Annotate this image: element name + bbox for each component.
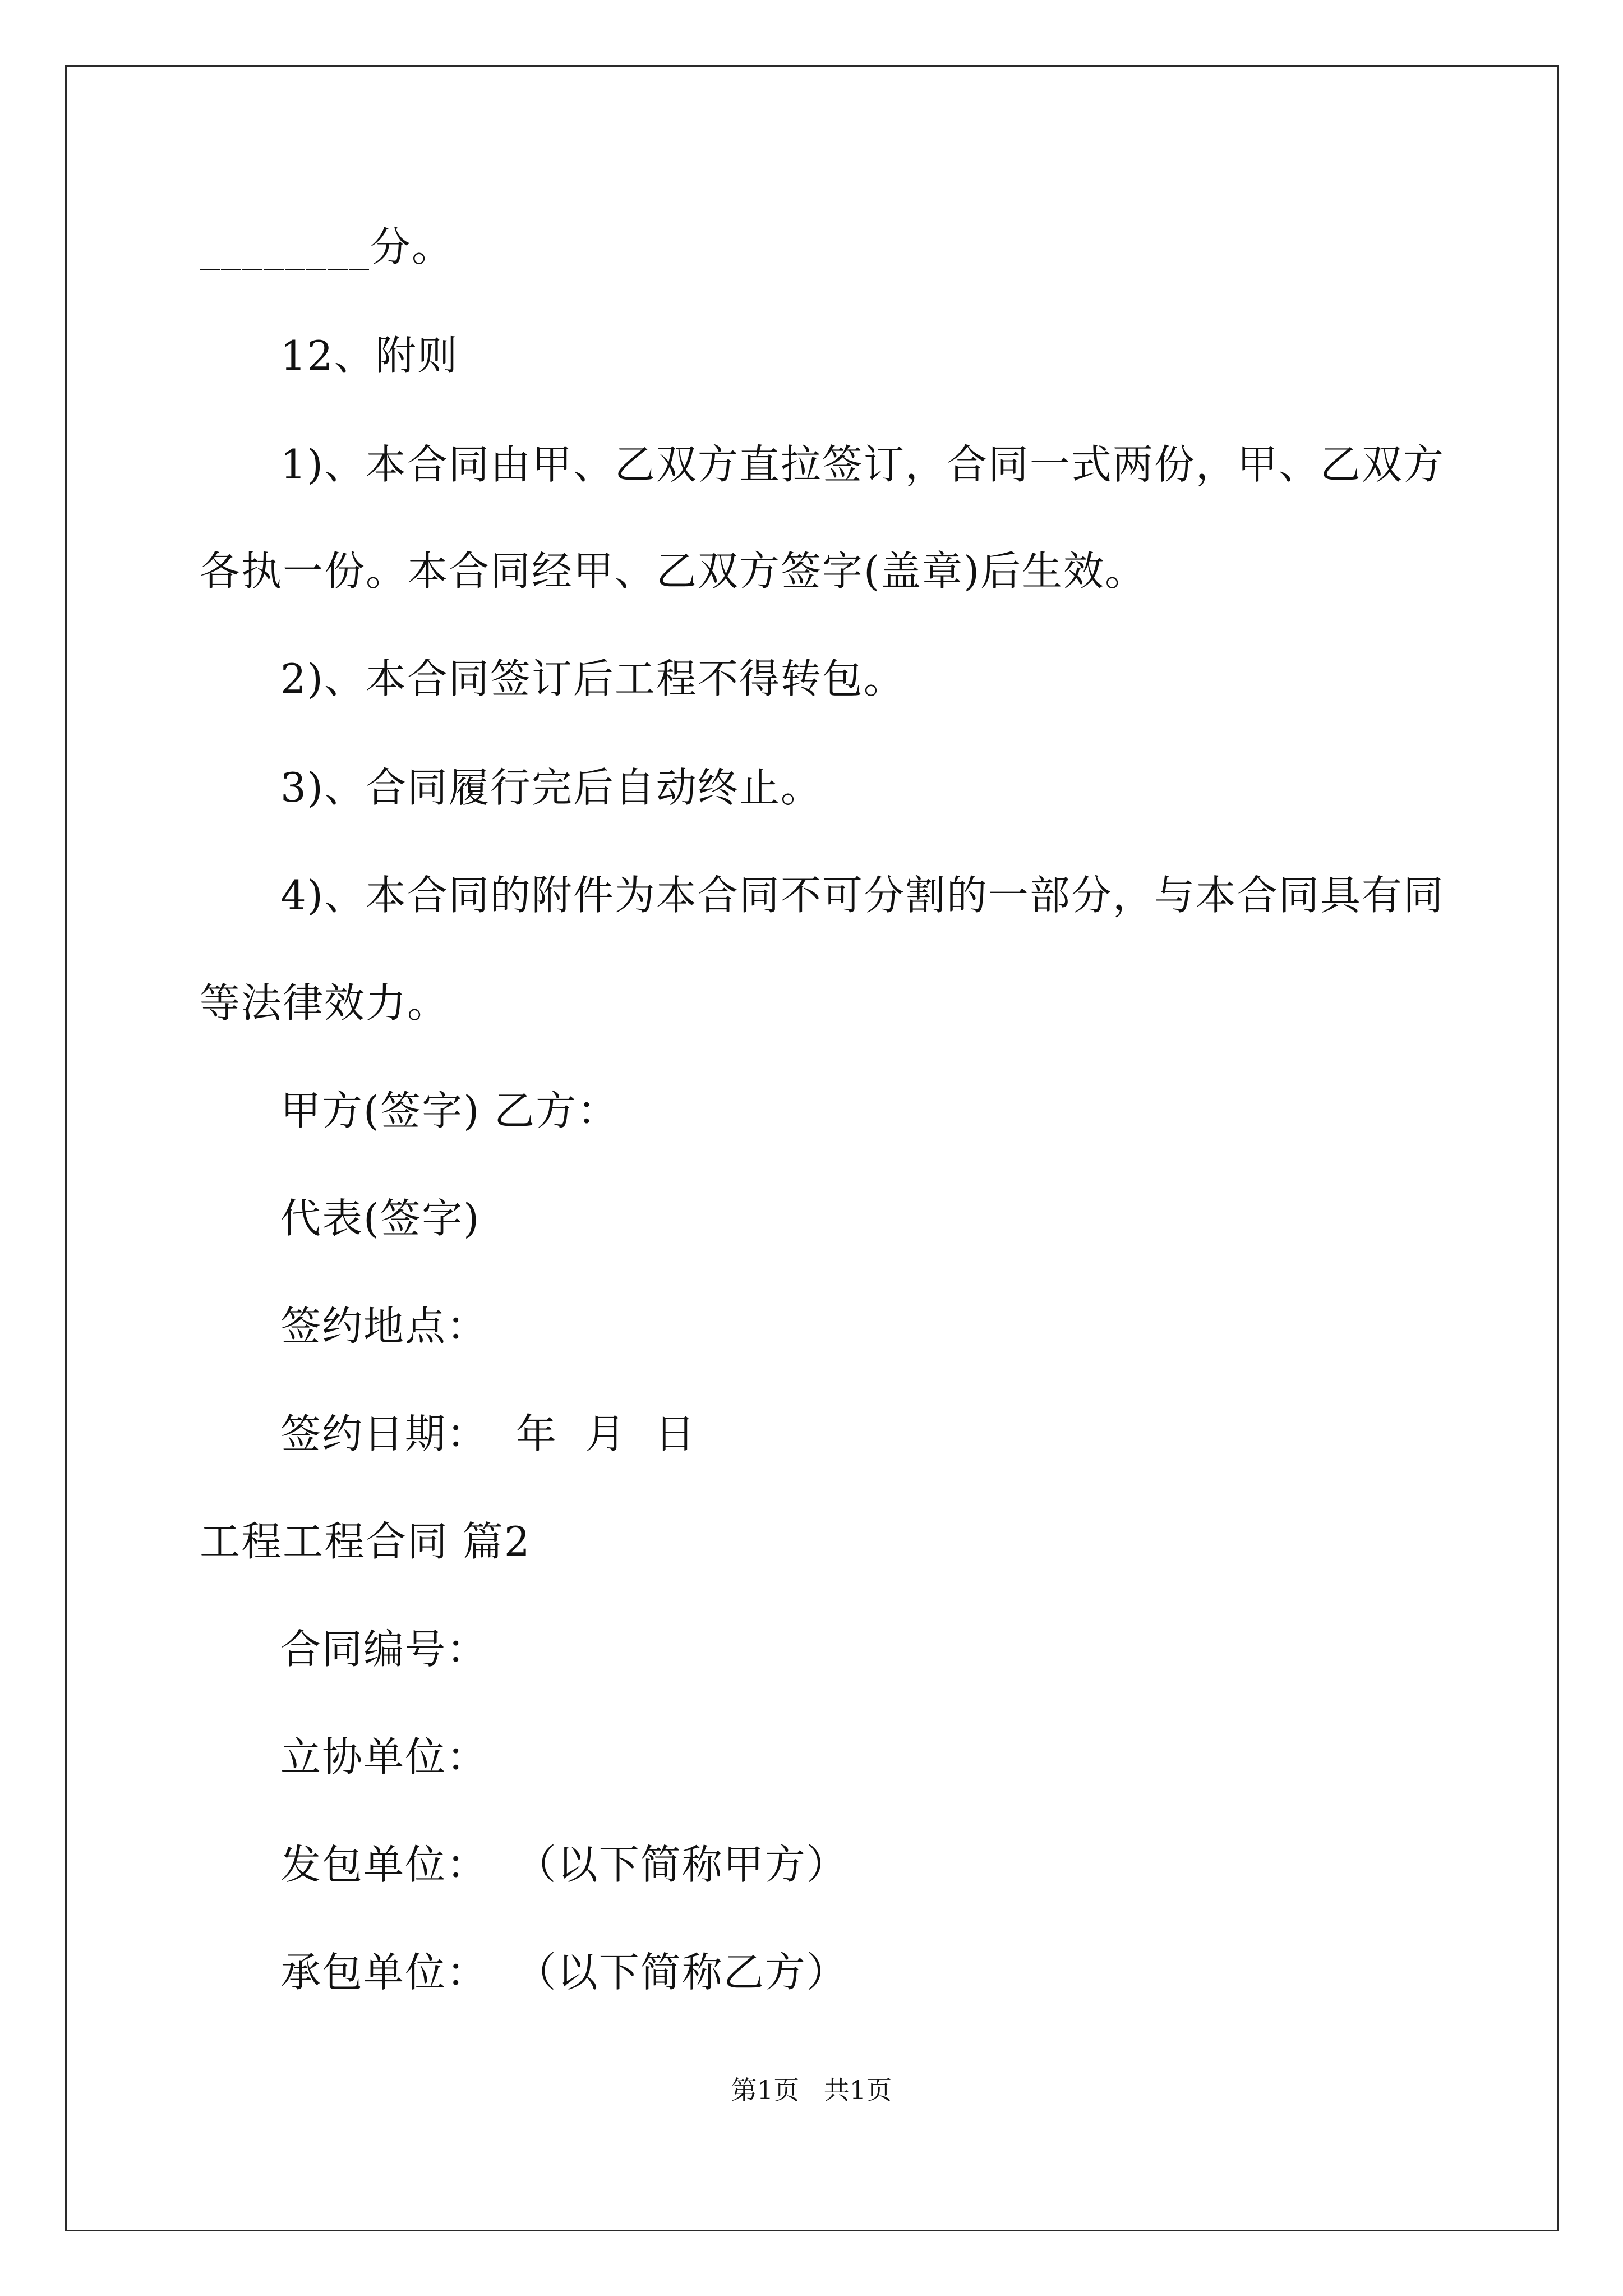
signing-place-line: 签约地点： xyxy=(280,1303,488,1350)
text-line-1: ________分。 xyxy=(200,223,454,270)
employer-line: 发包单位： （以下简称甲方） xyxy=(280,1841,848,1888)
signature-party-line: 甲方(签字) 乙方： xyxy=(280,1087,619,1134)
page-footer: 第1页 共1页 xyxy=(731,2075,892,2105)
text-line-8: 等法律效力。 xyxy=(200,979,449,1027)
text-line-6: 3)、合同履行完后自动终止。 xyxy=(280,764,822,811)
text-line-7: 4)、本合同的附件为本合同不可分割的一部分，与本合同具有同 xyxy=(280,872,1445,919)
page-border xyxy=(65,65,1559,2231)
signing-date-line: 签约日期： 年 月 日 xyxy=(280,1410,697,1457)
contract-number-line: 合同编号： xyxy=(280,1626,488,1673)
text-line-3: 1)、本合同由甲、乙双方直拉签订，合同一式两份，甲、乙双方 xyxy=(280,441,1445,488)
section-heading-appendix: 12、附则 xyxy=(280,332,459,379)
section-title-part2: 工程工程合同 篇2 xyxy=(200,1518,531,1565)
parties-line: 立协单位： xyxy=(280,1733,488,1780)
text-line-4: 各执一份。本合同经甲、乙双方签字(盖章)后生效。 xyxy=(200,547,1147,595)
text-line-5: 2)、本合同签订后工程不得转包。 xyxy=(280,655,905,702)
contractor-line: 承包单位： （以下简称乙方） xyxy=(280,1949,848,1996)
signature-representative-line: 代表(签字) xyxy=(280,1195,481,1242)
